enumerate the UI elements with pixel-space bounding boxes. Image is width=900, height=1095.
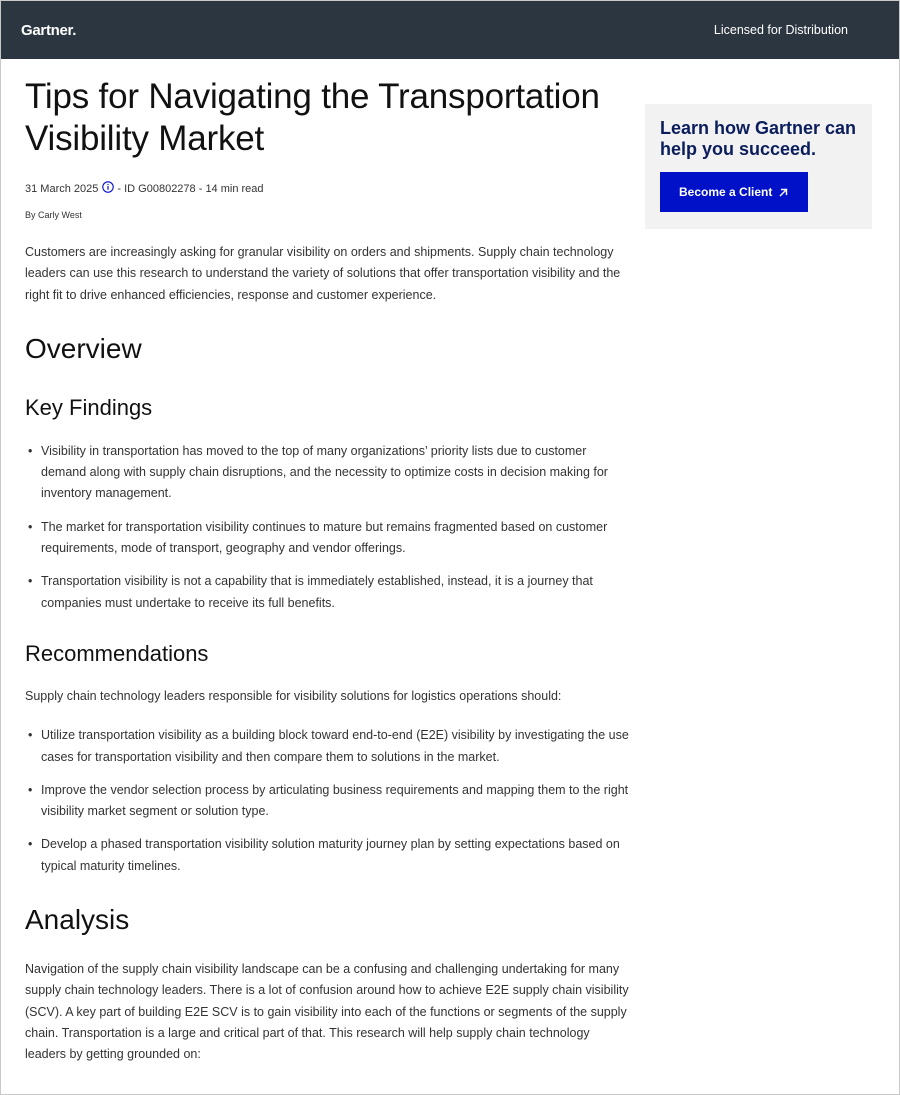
sidebar-promo — [645, 104, 872, 229]
gartner-logo[interactable]: Gartner. — [21, 21, 77, 39]
key-findings-list — [25, 441, 631, 614]
sidebar-title: Learn how Gartner can help you succeed. — [660, 118, 857, 159]
list-item: • Develop a phased transportation visibility solution maturity journey plan by setting expectations based on typical maturity timelines. — [25, 834, 631, 877]
recommendations-intro: Supply chain technology leaders responsible for visibility solutions for logistics operations should: — [25, 688, 562, 703]
overview-heading: Overview — [25, 332, 142, 364]
list-item: • Visibility in transportation has moved to the top of many organizations’ priority lists due to customer demand along with supply chain disruptions, and the necessity to optimize costs in decision making for inventory management. — [25, 441, 631, 505]
list-item: • Transportation visibility is not a capability that is immediately established, instead, it is a journey that companies must undertake to receive its full benefits. — [25, 571, 631, 614]
article-summary: Customers are increasingly asking for granular visibility on orders and shipments. Supply chain technology leaders can use this research to understand the variety of solutions that offer transportation visibility and the right fit to drive enhanced efficiencies, response and customer experience. — [25, 245, 621, 302]
recommendations-list — [25, 725, 631, 877]
article-title: Tips for Navigating the Transportation Visibility Market — [25, 77, 600, 158]
info-icon[interactable] — [102, 181, 114, 193]
list-item: • The market for transportation visibility continues to mature but remains fragmented based on customer requirements, mode of transport, geography and vendor offerings. — [25, 517, 631, 560]
analysis-heading: Analysis — [25, 904, 130, 936]
article-main — [25, 59, 631, 1066]
article-byline: By Carly West — [25, 210, 82, 220]
recommendations-heading: Recommendations — [25, 640, 209, 666]
licensed-label: Licensed for Distribution — [713, 23, 848, 37]
key-findings-heading: Key Findings — [25, 394, 153, 420]
article-meta — [25, 183, 631, 195]
become-a-client-button[interactable] — [660, 172, 808, 212]
arrow-up-right-icon — [778, 187, 789, 198]
analysis-paragraph: Navigation of the supply chain visibility landscape can be a confusing and challenging undertaking for many supply chain technology leaders. There is a lot of confusion around how to achieve E2E supply chain visibility (SCV). A key part of building E2E SCV is to gain visibility into each of the functions or segments of the supply chain. Transportation is a large and critical part of that. This research will help supply chain technology leaders by getting grounded on: — [25, 962, 629, 1062]
cta-label: Become a Client — [679, 185, 773, 199]
list-item: • Utilize transportation visibility as a building block toward end-to-end (E2E) visibility by investigating the use cases for transportation visibility and then compare them to solutions in the market. — [25, 725, 631, 768]
list-item: • Improve the vendor selection process by articulating business requirements and mapping them to the right visibility market segment or solution type. — [25, 780, 631, 823]
article-id-readtime: - ID G00802278 - 14 min read — [117, 183, 264, 195]
article-date: 31 March 2025 — [25, 183, 99, 195]
top-bar — [1, 1, 899, 59]
